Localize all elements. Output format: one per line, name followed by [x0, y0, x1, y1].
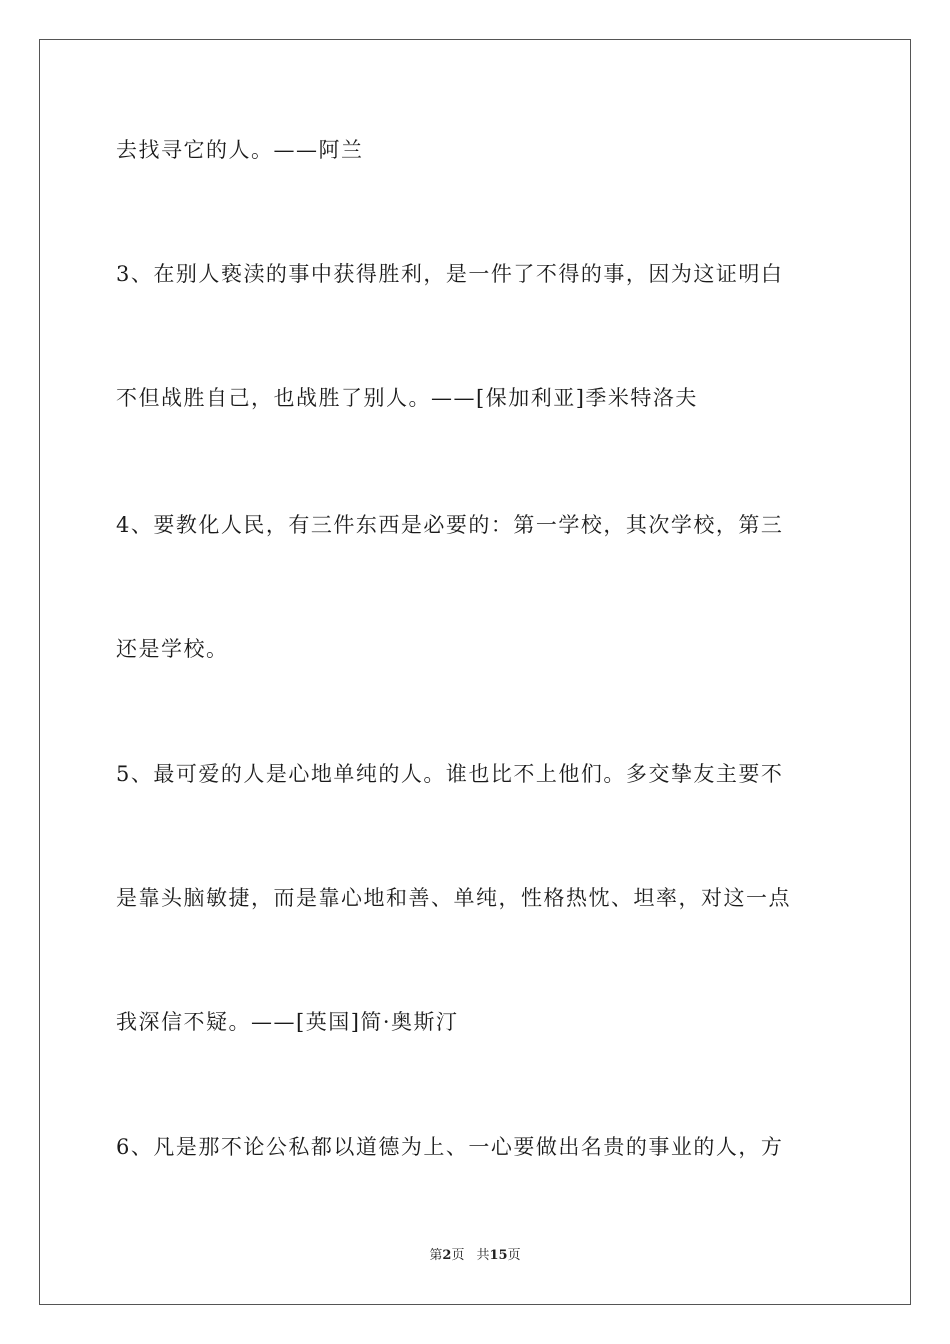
text-line: 去找寻它的人。——阿兰	[116, 138, 364, 162]
text-line: 还是学校。	[116, 637, 229, 661]
footer-page-total: 15	[489, 1248, 508, 1263]
text-line: 5、最可爱的人是心地单纯的人。谁也比不上他们。多交挚友主要不	[116, 762, 784, 786]
footer-page-suffix: 页	[451, 1248, 465, 1263]
footer-page-current: 2	[442, 1248, 452, 1263]
text-line: 我深信不疑。——[英国]简·奥斯汀	[116, 1010, 459, 1034]
text-line: 6、凡是那不论公私都以道德为上、一心要做出名贵的事业的人，方	[116, 1135, 784, 1159]
text-line: 是靠头脑敏捷，而是靠心地和善、单纯，性格热忱、坦率，对这一点	[116, 886, 791, 910]
text-line: 4、要教化人民，有三件东西是必要的：第一学校，其次学校，第三	[116, 513, 784, 537]
footer-page-prefix: 第	[429, 1248, 443, 1263]
text-line: 3、在别人亵渎的事中获得胜利，是一件了不得的事，因为这证明白	[116, 262, 784, 286]
footer-total-prefix: 共	[476, 1248, 490, 1263]
text-line: 不但战胜自己，也战胜了别人。——[保加利亚]季米特洛夫	[116, 386, 698, 410]
page-border	[39, 39, 911, 1305]
footer-total-suffix: 页	[507, 1248, 521, 1263]
page-footer	[0, 1247, 950, 1265]
